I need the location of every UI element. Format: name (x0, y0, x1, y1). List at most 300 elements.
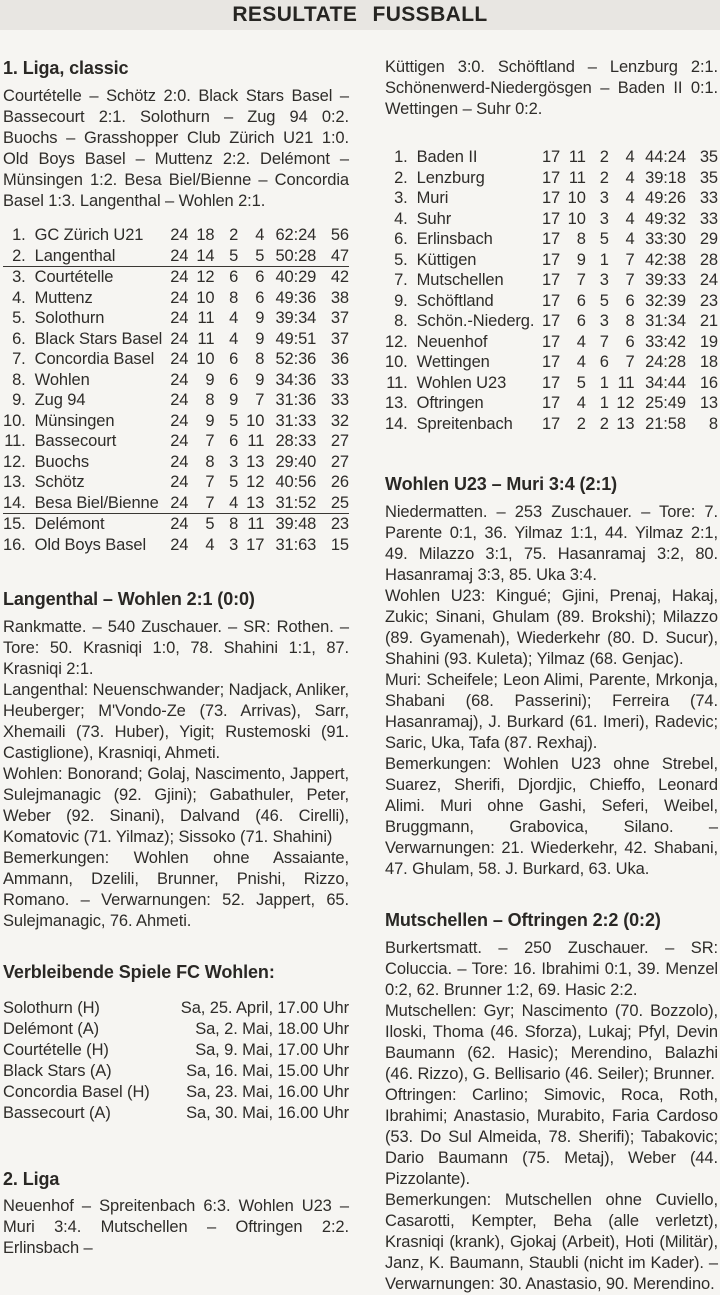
rank-cell: 14. (385, 414, 408, 433)
match-report-heading-wohlenu23-muri: Wohlen U23 – Muri 3:4 (2:1) (385, 474, 618, 494)
draws-cell: 5 (229, 473, 239, 491)
losses-cell: 4 (625, 148, 635, 166)
points-cell: 37 (330, 329, 349, 348)
goals-cell: 49:36 (275, 288, 317, 307)
draws-cell: 6 (599, 353, 609, 371)
standings-row (3, 452, 349, 473)
rank-cell: 3. (12, 268, 26, 286)
rank-cell: 9. (12, 391, 26, 409)
games-cell: 24 (170, 329, 189, 348)
fixture-opponent: Courtételle (H) (3, 1041, 109, 1059)
liga2-results-paragraph: Neuenhof – Spreitenbach 6:3. Wohlen U23 – Muri 3:4. Mutschellen – Oftringen 2:2. Erlinsbach – (3, 1197, 349, 1257)
points-cell: 16 (699, 373, 718, 392)
draws-cell: 5 (214, 246, 238, 267)
team-cell: Münsingen (34, 411, 115, 430)
losses-cell: 6 (255, 288, 265, 307)
games-cell: 17 (541, 373, 561, 392)
standings-row (3, 308, 349, 329)
results-page (0, 30, 720, 1295)
goals-cell: 32:39 (645, 291, 686, 310)
wins-cell: 10 (196, 350, 215, 368)
team-cell: Wohlen U23 (416, 373, 507, 392)
standings-row (385, 270, 718, 291)
goals-cell: 49:51 (275, 329, 317, 348)
match-report-paragraph: Oftringen: Carlino; Simovic, Roca, Roth, Ibrahimi; Anastasio, Murabito, Faria Cardoso (53. Do Sul Almeida, 78. Sherifi); Tabakovic; Dario Baumann (75. Metaj), Weber (44. Pizzolante). (385, 1086, 718, 1188)
draws-cell: 4 (214, 493, 238, 514)
draws-cell: 5 (599, 291, 609, 310)
fixture-date: Sa, 30. Mai, 16.00 Uhr (186, 1104, 349, 1122)
rank-cell: 11. (4, 432, 26, 450)
points-cell: 27 (330, 452, 349, 471)
losses-cell: 9 (255, 329, 265, 348)
rank-cell: 14. (3, 493, 35, 514)
wins-cell: 14 (188, 246, 214, 267)
match-report-heading-mutschellen-oftringen: Mutschellen – Oftringen 2:2 (0:2) (385, 910, 661, 930)
standings-row (385, 188, 718, 209)
draws-cell: 3 (229, 535, 239, 554)
fixture-row (3, 1061, 349, 1082)
goals-cell: 31:33 (275, 411, 317, 430)
goals-cell: 39:18 (645, 168, 686, 187)
match-report-paragraph: Rankmatte. – 540 Zuschauer. – SR: Rothen. – Tore: 50. Krasniqi 1:0, 78. Shahini 1:1, 87. Krasniqi 2:1. (3, 618, 349, 678)
team-cell: Bassecourt (34, 432, 117, 450)
games-cell: 24 (170, 350, 189, 368)
games-cell: 24 (170, 452, 189, 471)
standings-row (3, 329, 349, 350)
losses-cell: 11 (617, 373, 635, 392)
standings-row (3, 535, 349, 556)
goals-cell: 34:44 (645, 373, 686, 392)
team-cell: Schöftland (416, 291, 494, 310)
points-cell: 18 (699, 353, 718, 371)
losses-cell: 8 (625, 312, 635, 330)
draws-cell: 1 (599, 394, 609, 412)
draws-cell: 4 (229, 309, 239, 327)
draws-cell: 8 (229, 515, 239, 533)
draws-cell: 2 (229, 226, 239, 244)
points-cell: 28 (699, 250, 718, 269)
team-cell: Wohlen (34, 370, 90, 389)
wins-cell: 11 (568, 168, 586, 187)
wins-cell: 10 (196, 288, 215, 307)
rank-cell: 13. (3, 473, 26, 491)
losses-cell: 6 (625, 332, 635, 351)
points-cell: 23 (330, 515, 349, 533)
losses-cell: 4 (625, 168, 635, 187)
losses-cell: 6 (255, 268, 265, 286)
wins-cell: 8 (205, 452, 215, 471)
draws-cell: 3 (599, 312, 609, 330)
points-cell: 23 (699, 291, 718, 310)
draws-cell: 3 (599, 209, 609, 228)
wins-cell: 4 (576, 332, 586, 351)
games-cell: 17 (541, 271, 561, 289)
wins-cell: 9 (576, 250, 586, 269)
rank-cell: 6. (12, 329, 26, 348)
points-cell: 25 (316, 493, 349, 514)
games-cell: 17 (541, 414, 561, 433)
wins-cell: 4 (576, 353, 586, 371)
standings-row (385, 373, 718, 394)
liga1-results-paragraph: Courtételle – Schötz 2:0. Black Stars Basel – Bassecourt 2:1. Solothurn – Zug 94 0:2. Buochs – Grasshopper Club Zürich U21 1:0. Old Boys Basel – Muttenz 2:2. Delémont – Münsingen 1:2. Besa Biel/Bienne – Concordia Basel 1:3. Langenthal – Wohlen 2:1. (3, 87, 349, 210)
points-cell: 38 (330, 288, 349, 307)
points-cell: 42 (330, 268, 349, 286)
draws-cell: 1 (599, 373, 609, 392)
team-cell: Old Boys Basel (34, 535, 147, 554)
draws-cell: 3 (229, 452, 239, 471)
wins-cell: 7 (205, 432, 215, 450)
standings-row (385, 168, 718, 189)
goals-cell: 31:34 (645, 312, 686, 330)
losses-cell: 8 (255, 350, 265, 368)
games-cell: 17 (541, 291, 561, 310)
fixture-opponent: Solothurn (H) (3, 999, 100, 1017)
games-cell: 17 (541, 394, 561, 412)
losses-cell: 4 (625, 230, 635, 248)
goals-cell: 40:56 (275, 473, 317, 491)
draws-cell: 6 (229, 350, 239, 368)
points-cell: 35 (699, 148, 718, 166)
standings-row (385, 147, 718, 168)
games-cell: 24 (170, 268, 189, 286)
standings-row (385, 229, 718, 250)
losses-cell: 11 (247, 432, 265, 450)
rank-cell: 13. (385, 394, 408, 412)
match-report-paragraph: Burkertsmatt. – 250 Zuschauer. – SR: Coluccia. – Tore: 16. Ibrahimi 0:1, 39. Menzel 0:2, 62. Brunner 1:2, 69. Hasic 2:2. (385, 939, 718, 999)
standings-row (385, 250, 718, 271)
wins-cell: 7 (205, 473, 215, 491)
rank-cell: 10. (385, 353, 408, 371)
match-report-paragraph: Muri: Scheifele; Leon Alimi, Parente, Mrkonja, Shabani (68. Passerini); Ferreira (74. Hasanramaj), J. Burkard (61. Imeri), Radevic; Saric, Uka, Tafa (87. Rexhaj). (385, 671, 718, 752)
points-cell: 36 (330, 350, 349, 368)
goals-cell: 28:33 (275, 432, 317, 450)
match-report-body-langenthal-wohlen (3, 617, 349, 932)
goals-cell: 31:36 (275, 391, 317, 409)
points-cell: 19 (699, 332, 718, 351)
wins-cell: 2 (576, 414, 586, 433)
rank-cell: 16. (3, 535, 26, 554)
points-cell: 33 (330, 391, 349, 409)
standings-row (3, 267, 349, 288)
rank-cell: 3. (394, 189, 408, 207)
points-cell: 21 (699, 312, 718, 330)
goals-cell: 40:29 (275, 268, 317, 286)
team-cell: Schötz (34, 473, 85, 491)
masthead (0, 0, 720, 30)
wins-cell: 4 (205, 535, 215, 554)
games-cell: 24 (170, 288, 189, 307)
losses-cell: 4 (625, 189, 635, 207)
goals-cell: 25:49 (645, 394, 686, 412)
standings-row (3, 390, 349, 411)
liga2-results-continued-paragraph: Küttigen 3:0. Schöftland – Lenzburg 2:1. Schönenwerd-Niedergösgen – Baden II 0:1. Wettingen – Suhr 0:2. (385, 58, 718, 118)
games-cell: 24 (170, 535, 189, 554)
match-report-paragraph: Bemerkungen: Mutschellen ohne Cuviello, Casarotti, Kempter, Beha (alle verletzt), Krasniqi (krank), Gjokaj (Arbeit), Hoti (Militär), Janz, K. Baumann, Staubli (nicht im Kader). – Verwarnungen: 30. Anastasio, 90. Merendino. (385, 1191, 718, 1293)
goals-cell: 21:58 (645, 414, 686, 433)
points-cell: 33 (699, 209, 718, 228)
fixture-row (3, 1103, 349, 1124)
points-cell: 33 (699, 189, 718, 207)
losses-cell: 7 (625, 353, 635, 371)
rank-cell: 12. (3, 452, 26, 471)
goals-cell: 39:33 (645, 271, 686, 289)
rank-cell: 5. (12, 309, 26, 327)
games-cell: 24 (170, 226, 189, 244)
losses-cell: 12 (246, 473, 265, 491)
team-cell: Muttenz (34, 288, 93, 307)
fixture-date: Sa, 9. Mai, 17.00 Uhr (195, 1041, 349, 1059)
losses-cell: 12 (616, 394, 635, 412)
standings-row (3, 514, 349, 535)
standings-row (3, 493, 349, 514)
losses-cell: 17 (246, 535, 265, 554)
games-cell: 17 (541, 312, 561, 330)
losses-cell: 7 (255, 391, 265, 409)
standings-row (3, 411, 349, 432)
goals-cell: 49:32 (645, 209, 686, 228)
match-report-paragraph: Mutschellen: Gyr; Nascimento (70. Bozzolo), Iloski, Thoma (46. Sforza), Lukaj; Pfyl, Devin Baumann (62. Hasic); Merendino, Balazhi (46. Rizzo), G. Bellisario (46. Seiler); Brunner. (385, 1002, 718, 1083)
draws-cell: 5 (229, 411, 239, 430)
games-cell: 24 (170, 515, 189, 533)
fixture-date: Sa, 16. Mai, 15.00 Uhr (186, 1062, 349, 1080)
losses-cell: 7 (625, 250, 635, 269)
draws-cell: 8 (229, 288, 239, 307)
wins-cell: 7 (576, 271, 586, 289)
rank-cell: 8. (12, 370, 26, 389)
team-cell: Black Stars Basel (34, 329, 163, 348)
wins-cell: 11 (197, 329, 215, 348)
liga2-standings-body (385, 147, 718, 434)
points-cell: 24 (699, 271, 718, 289)
goals-cell: 49:26 (645, 189, 686, 207)
rank-cell: 4. (394, 209, 408, 228)
team-cell: Muri (416, 189, 449, 207)
team-cell: Concordia Basel (34, 350, 155, 368)
games-cell: 17 (541, 353, 561, 371)
fixture-date: Sa, 25. April, 17.00 Uhr (180, 999, 349, 1017)
wins-cell: 10 (567, 209, 586, 228)
draws-cell: 2 (599, 148, 609, 166)
draws-cell: 2 (599, 168, 609, 187)
team-cell: Spreitenbach (416, 414, 513, 433)
wins-cell: 18 (196, 226, 215, 244)
losses-cell: 13 (616, 414, 635, 433)
draws-cell: 6 (229, 370, 239, 389)
rank-cell: 10. (3, 411, 26, 430)
team-cell: Zug 94 (34, 391, 86, 409)
team-cell: Mutschellen (416, 271, 504, 289)
rank-cell: 5. (394, 250, 408, 269)
goals-cell: 44:24 (645, 148, 686, 166)
draws-cell: 7 (599, 332, 609, 351)
rank-cell: 9. (394, 291, 408, 310)
match-report-body-wohlenu23-muri (385, 502, 718, 880)
points-cell: 29 (699, 230, 718, 248)
goals-cell: 62:24 (275, 226, 317, 244)
standings-row (385, 414, 718, 435)
wins-cell: 11 (568, 148, 586, 166)
games-cell: 24 (162, 246, 188, 267)
standings-row (385, 209, 718, 230)
points-cell: 26 (330, 473, 349, 491)
fixture-date: Sa, 23. Mai, 16.00 Uhr (186, 1083, 349, 1101)
match-report-paragraph: Langenthal: Neuenschwander; Nadjack, Anliker, Heuberger; M'Vondo-Ze (73. Arrivas), Sarr, Xhemaili (73. Huber), Yigit; Rustemoski (91. Castiglione), Krasniqi, Ahmeti. (3, 681, 349, 762)
losses-cell: 10 (246, 411, 265, 430)
fixture-opponent: Delémont (A) (3, 1020, 99, 1038)
wins-cell: 6 (576, 291, 586, 310)
team-cell: Solothurn (34, 309, 105, 327)
goals-cell: 50:28 (264, 246, 316, 267)
team-cell: Küttigen (416, 250, 477, 269)
wins-cell: 9 (205, 411, 215, 430)
standings-row (3, 225, 349, 246)
standings-row (385, 393, 718, 414)
match-report-paragraph: Wohlen U23: Kingué; Gjini, Prenaj, Hakaj, Zukic; Sinani, Ghulam (89. Brokshi); Milazzo (89. Gyamenah), Wiederkehr (80. D. Sucur), Shahini (93. Kuleta); Yilmaz (68. Genjac). (385, 587, 718, 668)
liga2-heading: 2. Liga (3, 1169, 60, 1189)
right-column (385, 57, 718, 1295)
losses-cell: 13 (246, 452, 265, 471)
rank-cell: 15. (3, 515, 26, 533)
standings-row (3, 472, 349, 493)
games-cell: 17 (541, 189, 561, 207)
match-report-paragraph: Bemerkungen: Wohlen ohne Assaiante, Ammann, Dzelili, Brunner, Pnishi, Rizzo, Romano. – Verwarnungen: 52. Jappert, 65. Sulejmanagic, 76. Ahmeti. (3, 849, 349, 930)
goals-cell: 34:36 (275, 370, 317, 389)
goals-cell: 39:48 (275, 515, 317, 533)
left-column (3, 57, 349, 1295)
rank-cell: 1. (394, 148, 408, 166)
team-cell: GC Zürich U21 (34, 226, 144, 244)
draws-cell: 2 (599, 414, 609, 433)
games-cell: 24 (170, 391, 189, 409)
standings-row (3, 370, 349, 391)
standings-row (3, 288, 349, 309)
match-report-body-mutschellen-oftringen (385, 938, 718, 1295)
games-cell: 17 (541, 168, 561, 187)
fixture-date: Sa, 2. Mai, 18.00 Uhr (195, 1020, 349, 1038)
team-cell: Wettingen (416, 353, 490, 371)
points-cell: 37 (330, 309, 349, 327)
rank-cell: 6. (394, 230, 408, 248)
team-cell: Neuenhof (416, 332, 488, 351)
points-cell: 15 (330, 535, 349, 554)
fixture-row (3, 1040, 349, 1061)
rank-cell: 2. (3, 246, 35, 267)
fixture-row (3, 998, 349, 1019)
rank-cell: 11. (386, 373, 408, 392)
team-cell: Buochs (34, 452, 90, 471)
standings-row (3, 349, 349, 370)
games-cell: 17 (541, 148, 561, 166)
draws-cell: 4 (229, 329, 239, 348)
rank-cell: 7. (12, 350, 26, 368)
draws-cell: 5 (599, 230, 609, 248)
page-title: RESULTATE FUSSBALL (232, 3, 488, 26)
wins-cell: 5 (205, 515, 215, 533)
fixture-row (3, 1019, 349, 1040)
team-cell: Oftringen (416, 394, 484, 412)
draws-cell: 6 (229, 432, 239, 450)
goals-cell: 31:52 (264, 493, 316, 514)
wins-cell: 10 (567, 189, 586, 207)
team-cell: Courtételle (34, 268, 114, 286)
points-cell: 35 (699, 168, 718, 187)
match-report-paragraph: Niedermatten. – 253 Zuschauer. – Tore: 7. Parente 0:1, 36. Yilmaz 1:1, 44. Yilmaz 2:1, 49. Milazzo 3:1, 75. Hasanramaj 3:2, 80. Hasanramaj 3:3, 85. Uka 3:4. (385, 503, 718, 584)
points-cell: 8 (708, 414, 718, 433)
games-cell: 24 (162, 493, 188, 514)
games-cell: 24 (170, 411, 189, 430)
remaining-fixtures-list (3, 998, 349, 1124)
team-cell: Besa Biel/Bienne (35, 493, 163, 514)
liga2-standings-table (385, 147, 718, 434)
wins-cell: 9 (205, 370, 215, 389)
losses-cell: 11 (247, 515, 265, 533)
wins-cell: 5 (576, 373, 586, 392)
losses-cell: 5 (238, 246, 264, 267)
match-report-paragraph: Wohlen: Bonorand; Golaj, Nascimento, Jappert, Sulejmanagic (92. Gjini); Gabathuler, Peter, Weber (92. Sinani), Dalvand (46. Cirelli), Komatovic (71. Yilmaz); Sissoko (71. Shahini) (3, 765, 349, 846)
points-cell: 27 (330, 432, 349, 450)
standings-row (385, 311, 718, 332)
goals-cell: 42:38 (645, 250, 686, 269)
goals-cell: 24:28 (645, 353, 686, 371)
wins-cell: 8 (205, 391, 215, 409)
wins-cell: 12 (196, 268, 215, 286)
goals-cell: 29:40 (275, 452, 317, 471)
rank-cell: 2. (394, 168, 408, 187)
standings-row (3, 246, 349, 267)
standings-row (385, 332, 718, 353)
losses-cell: 4 (255, 226, 265, 244)
wins-cell: 7 (188, 493, 214, 514)
liga1-heading: 1. Liga, classic (3, 58, 129, 78)
rank-cell: 4. (12, 288, 26, 307)
rank-cell: 7. (394, 271, 408, 289)
losses-cell: 9 (255, 309, 265, 327)
team-cell: Baden II (416, 148, 478, 166)
goals-cell: 33:42 (645, 332, 686, 351)
points-cell: 13 (699, 394, 718, 412)
games-cell: 17 (541, 332, 561, 351)
goals-cell: 39:34 (275, 309, 317, 327)
fixture-opponent: Black Stars (A) (3, 1062, 112, 1080)
draws-cell: 9 (229, 391, 239, 409)
liga1-standings-body (3, 225, 349, 555)
wins-cell: 4 (576, 394, 586, 412)
standings-row (385, 352, 718, 373)
games-cell: 24 (170, 370, 189, 389)
points-cell: 33 (330, 370, 349, 389)
games-cell: 24 (170, 432, 189, 450)
draws-cell: 6 (229, 268, 239, 286)
draws-cell: 1 (599, 250, 609, 269)
remaining-fixtures-heading: Verbleibende Spiele FC Wohlen: (3, 962, 275, 982)
standings-row (3, 431, 349, 452)
team-cell: Delémont (34, 515, 105, 533)
goals-cell: 31:63 (275, 535, 317, 554)
match-report-paragraph: Bemerkungen: Wohlen U23 ohne Strebel, Suarez, Sherifi, Djordjic, Chieffo, Leonard Alimi. Muri ohne Gashi, Seferi, Weibel, Bruggmann, Grabovica, Silano. – Verwarnungen: 21. Wiederkehr, 42. Shabani, 47. Ghulam, 58. J. Burkard, 63. Uka. (385, 755, 718, 878)
fixture-row (3, 1082, 349, 1103)
points-cell: 32 (330, 411, 349, 430)
team-cell: Suhr (416, 209, 452, 228)
points-cell: 56 (330, 226, 349, 244)
standings-row (385, 291, 718, 312)
rank-cell: 1. (12, 226, 26, 244)
team-cell: Schön.-Niederg. (416, 312, 535, 330)
wins-cell: 11 (197, 309, 215, 327)
points-cell: 47 (316, 246, 349, 267)
games-cell: 17 (541, 250, 561, 269)
team-cell: Langenthal (35, 246, 163, 267)
wins-cell: 6 (576, 312, 586, 330)
